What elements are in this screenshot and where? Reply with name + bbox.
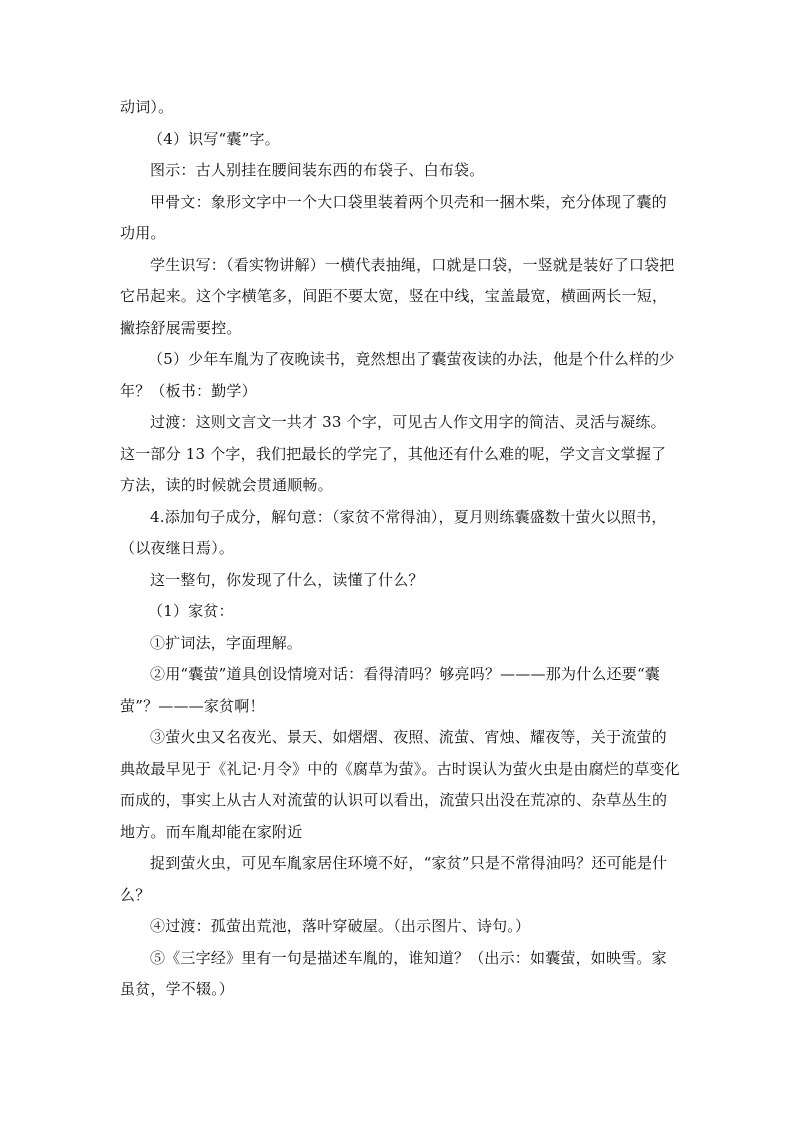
paragraph-7: 过渡：这则文言文一共才 33 个字，可见古人作文用字的简洁、灵活与凝练。这一部分 13 个字，我们把最长的学完了，其他还有什么难的呢，学文言文掌握了方法，读的时候就会贯通顺畅。: [120, 413, 667, 494]
paragraph-14: 捉到萤火虫，可见车胤家居住环境不好，“家贫”只是不常得油吗？还可能是什么？: [120, 854, 668, 904]
paragraph-11: ①扩词法，字面理解。: [150, 633, 303, 652]
paragraph-8: 4.添加句子成分，解句意：（家贫不常得油），夏月则练囊盛数十萤火以照书，（以夜继日焉）。: [120, 507, 667, 557]
paragraph-2: （4）识写“囊”字。: [148, 129, 280, 148]
paragraph-3: 图示：古人别挂在腰间装东西的布袋子、白布袋。: [150, 161, 485, 179]
paragraph-5: 学生识写：（看实物讲解）一横代表抽绳，口就是口袋，一竖就是装好了口袋把它吊起来。这个字横笔多，间距不要太宽，竖在中线，宝盖最宽，横画两长一短，撇捺舒展需要控。: [120, 255, 675, 337]
paragraph-6: （5）少年车胤为了夜晚读书，竟然想出了囊萤夜读的办法，他是个什么样的少年？（板书：勤学）: [120, 350, 675, 400]
paragraph-4: 甲骨文：象形文字中一个大口袋里装着两个贝壳和一捆木柴，充分体现了囊的功用。: [120, 192, 667, 242]
paragraph-1: 动词）。: [120, 98, 174, 116]
paragraph-13: ③萤火虫又名夜光、景天、如熠熠、夜照、流萤、宵烛、耀夜等，关于流萤的典故最早见于《礼记·月令》中的《腐草为萤》。古时误认为萤火虫是由腐烂的草变化而成的，事实上从古人对流萤的认识可以看出，流萤只出没在荒凉的、杂草丛生的地方。而车胤却能在家附近: [120, 728, 680, 841]
paragraph-15: ④过渡：孤萤出荒池，落叶穿破屋。（出示图片、诗句。）: [150, 917, 531, 935]
paragraph-12: ②用“囊萤”道具创设情境对话：看得清吗？够亮吗？———那为什么还要“囊萤”？———家贫啊！: [120, 665, 661, 715]
paragraph-9: 这一整句，你发现了什么，读懂了什么？: [150, 570, 424, 589]
document-body: [120, 92, 680, 1006]
paragraph-10: （1）家贫：: [148, 602, 234, 620]
paragraph-16: ⑤《三字经》里有一句是描述车胤的，谁知道？（出示：如囊萤，如映雪。家虽贫，学不辍。）: [120, 948, 667, 998]
